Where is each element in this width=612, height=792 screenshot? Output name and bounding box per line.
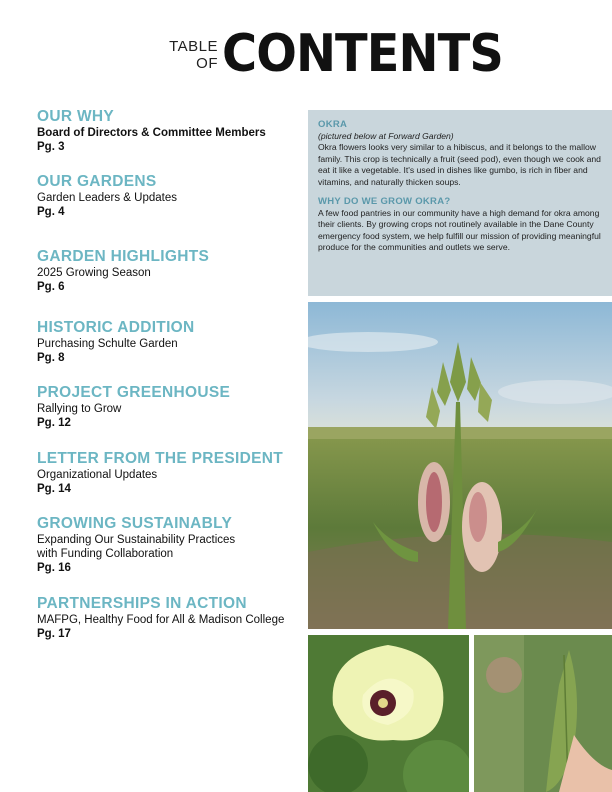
toc-item-growing-sustainably[interactable]: [37, 515, 299, 575]
okra-caption: (pictured below at Forward Garden): [318, 131, 454, 141]
toc-page: Pg. 3: [37, 141, 65, 153]
okra-pod-photo: [474, 635, 612, 792]
toc-page: Pg. 4: [37, 206, 65, 218]
okra-heading: OKRA: [318, 119, 348, 130]
toc-subtitle: 2025 Growing Season: [37, 267, 151, 279]
toc-page: Pg. 12: [37, 417, 71, 429]
toc-item-letter-from-president[interactable]: [37, 450, 299, 496]
title-prefix: [168, 38, 218, 72]
toc-subtitle: Purchasing Schulte Garden: [37, 338, 178, 350]
toc-page: Pg. 8: [37, 352, 65, 364]
toc-item-historic-addition[interactable]: [37, 319, 299, 365]
toc-subtitle: Rallying to Grow: [37, 403, 122, 415]
title-of: OF: [196, 55, 218, 72]
toc-subtitle: Board of Directors & Committee Members: [37, 127, 266, 139]
toc-heading: PROJECT GREENHOUSE: [37, 384, 231, 401]
toc-heading: HISTORIC ADDITION: [37, 319, 195, 336]
toc-page: Pg. 6: [37, 281, 65, 293]
page-title: [0, 24, 612, 90]
title-table: TABLE: [169, 38, 218, 55]
toc-item-partnerships-in-action[interactable]: [37, 595, 299, 641]
toc-heading: GROWING SUSTAINABLY: [37, 515, 233, 532]
toc-heading: PARTNERSHIPS IN ACTION: [37, 595, 247, 612]
toc-heading: LETTER FROM THE PRESIDENT: [37, 450, 284, 467]
toc-page: Pg. 14: [37, 483, 71, 495]
toc-item-our-gardens[interactable]: [37, 173, 299, 219]
okra-info-box: [308, 110, 612, 296]
toc-item-our-why[interactable]: [37, 108, 299, 154]
okra-flower-photo: [308, 635, 469, 792]
toc-item-garden-highlights[interactable]: [37, 248, 299, 294]
toc-heading: OUR GARDENS: [37, 173, 157, 190]
toc-subtitle: Garden Leaders & Updates: [37, 192, 178, 204]
why-okra-heading: WHY DO WE GROW OKRA?: [318, 196, 451, 208]
why-okra-text: A few food pantries in our community have a high demand for okra among their clients. By growing crops not routinely available in the Dane County emergency food system, we help fulfill our mission of providing meaningful produce for the communities and outlets we serve.: [318, 208, 601, 253]
toc-page: Pg. 17: [37, 628, 71, 640]
okra-description: Okra flowers looks very similar to a hibiscus, and it belongs to the mallow family. This crop is technically a fruit (seed pod), even though we cook and eat it like a vegetable. It's used in dishes like gumbo, is rich in fiber and vitamins, and naturally thicken soups.: [318, 142, 601, 187]
toc-heading: OUR WHY: [37, 108, 115, 125]
toc-subtitle: MAFPG, Healthy Food for All & Madison College: [37, 614, 285, 626]
toc-subtitle: with Funding Collaboration: [37, 548, 174, 560]
okra-plant-photo: [308, 302, 612, 629]
toc-heading: GARDEN HIGHLIGHTS: [37, 248, 210, 265]
toc-subtitle: Expanding Our Sustainability Practices: [37, 534, 236, 546]
toc-item-project-greenhouse[interactable]: [37, 384, 299, 430]
title-contents: CONTENTS: [222, 24, 503, 84]
toc-page: Pg. 16: [37, 562, 71, 574]
toc-subtitle: Organizational Updates: [37, 469, 158, 481]
